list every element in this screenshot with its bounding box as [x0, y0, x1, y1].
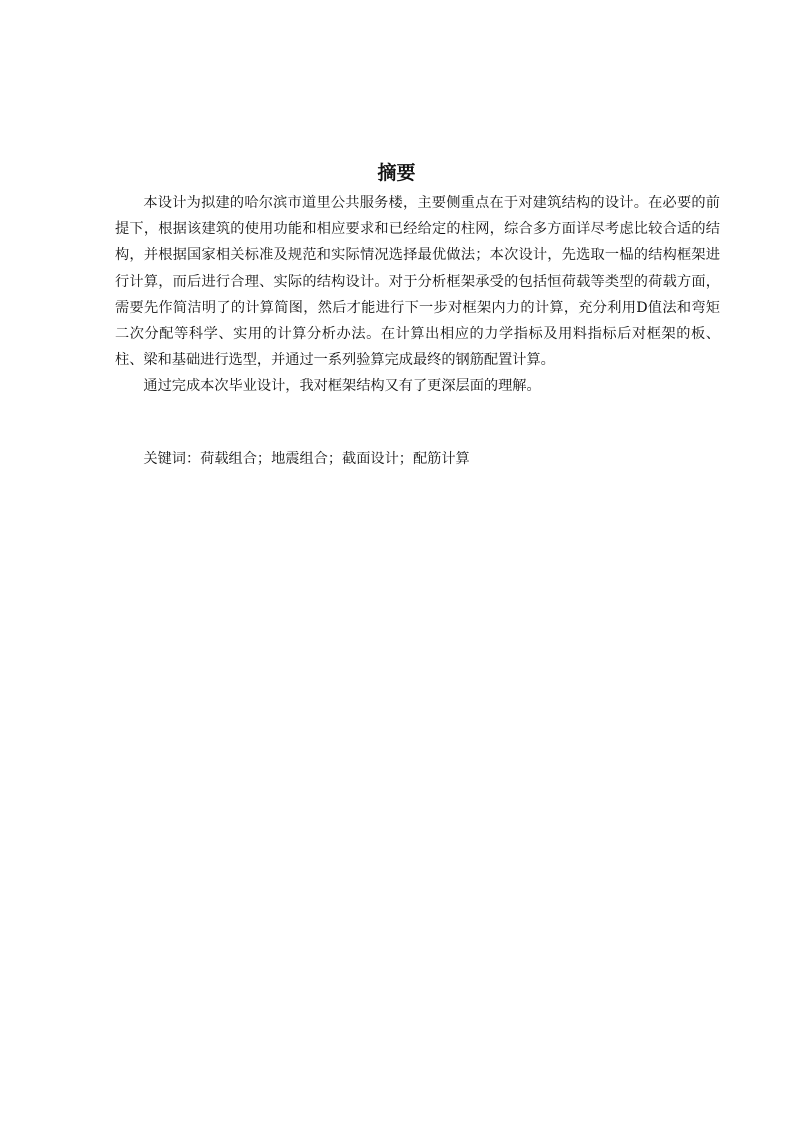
abstract-paragraph-2: 通过完成本次毕业设计，我对框架结构又有了更深层面的理解。 [143, 378, 541, 395]
abstract-title: 摘要 [377, 162, 416, 184]
abstract-body [115, 190, 720, 400]
keywords-line: 关键词：荷载组合；地震组合；截面设计；配筋计算 [143, 451, 470, 467]
abstract-paragraph-1: 本设计为拟建的哈尔滨市道里公共服务楼，主要侧重点在于对建筑结构的设计。在必要的前提下，根据该建筑的使用功能和相应要求和已经给定的柱网，综合多方面详尽考虑比较合适的结构，并根据国家相关标准及规范和实际情况选择最优做法；本次设计，先选取一榀的结构框架进行计算，而后进行合理、实际的结构设计。对于分析框架承受的包括恒荷载等类型的荷载方面，需要先作简洁明了的计算简图，然后才能进行下一步对框架内力的计算，充分利用D值法和弯矩二次分配等科学、实用的计算分析办法。在计算出相应的力学指标及用料指标后对框架的板、柱、梁和基础进行选型，并通过一系列验算完成最终的钢筋配置计算。 [115, 195, 720, 369]
